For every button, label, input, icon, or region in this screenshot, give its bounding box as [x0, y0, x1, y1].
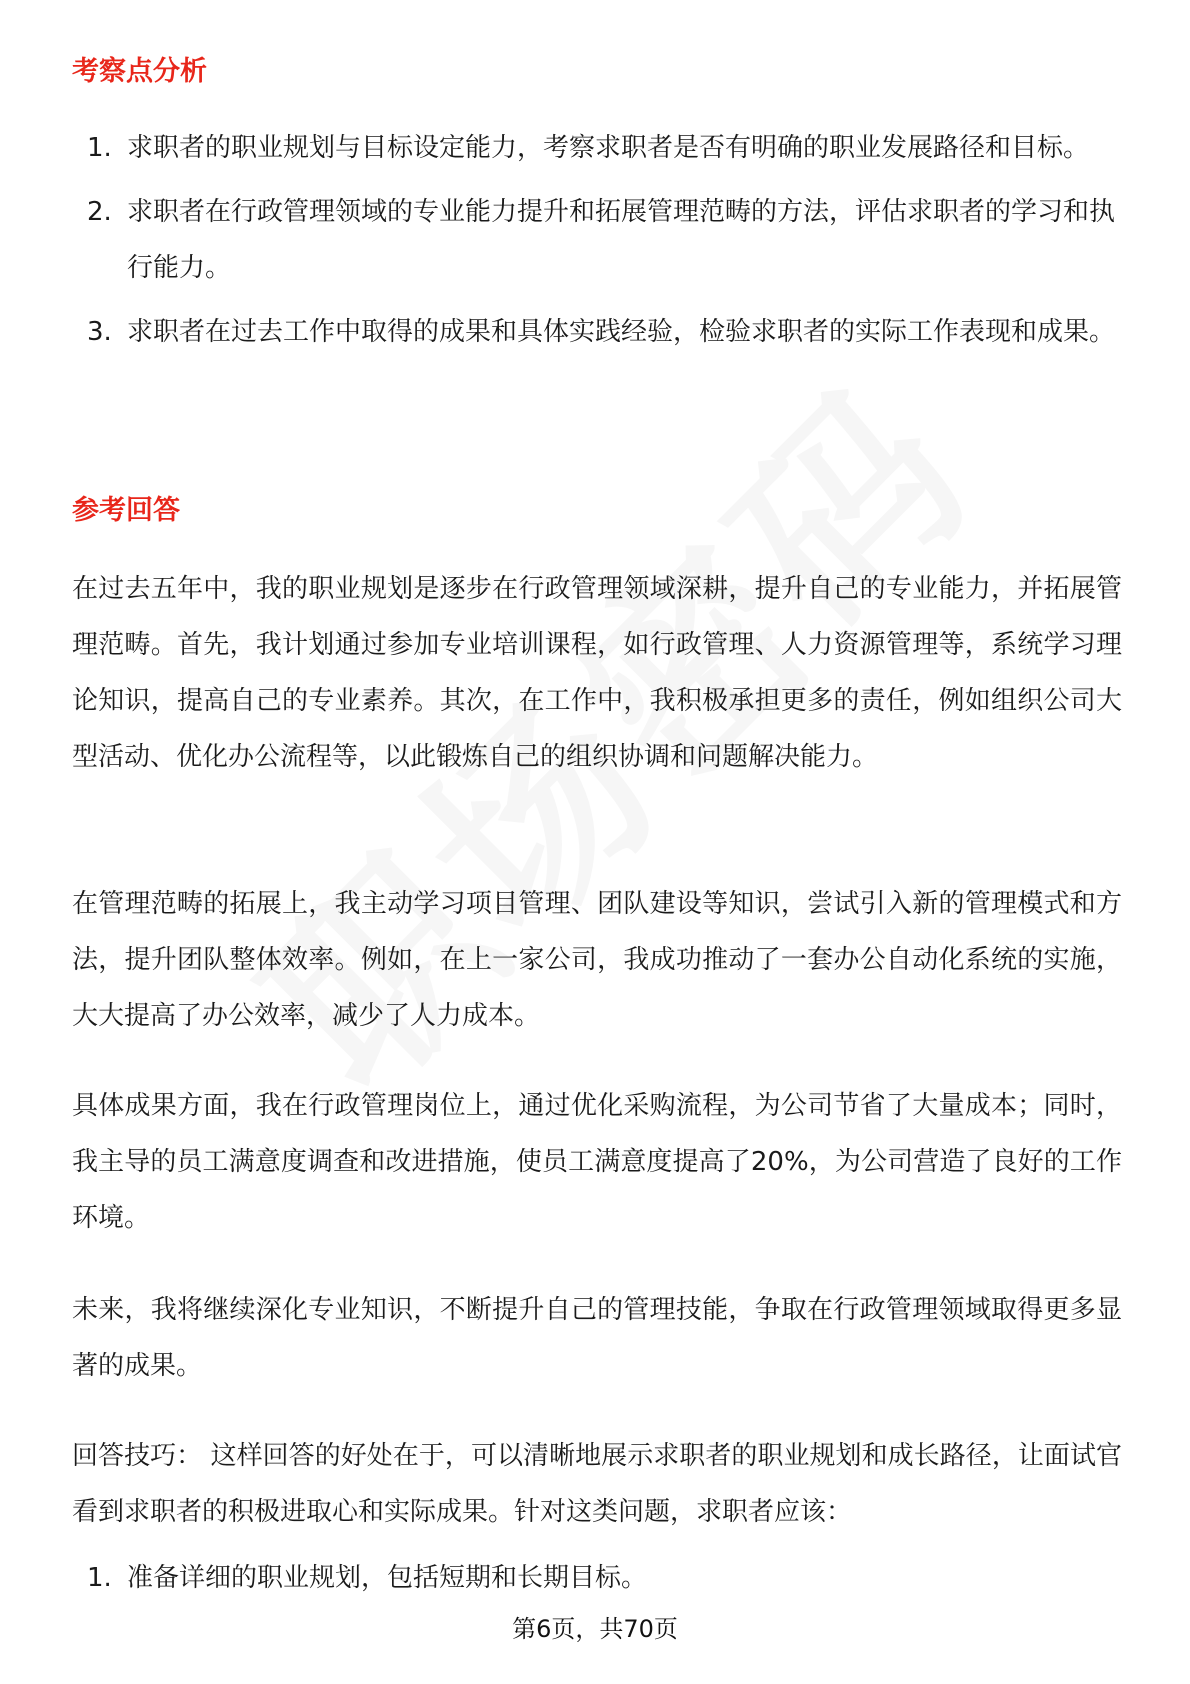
list-item-text: 准备详细的职业规划，包括短期和长期目标。 — [127, 1563, 648, 1593]
list-item-number: 1. — [87, 133, 112, 163]
answer-paragraph-2: 在管理范畴的拓展上，我主动学习项目管理、团队建设等知识，尝试引入新的管理模式和方法，提升团队整体效率。例如，在上一家公司，我成功推动了一套办公自动化系统的实施，大大提高了办公效率，减少了人力成本。 — [72, 889, 1122, 1031]
answer-tips-paragraph: 回答技巧： 这样回答的好处在于，可以清晰地展示求职者的职业规划和成长路径，让面试官看到求职者的积极进取心和实际成果。针对这类问题，求职者应该： — [72, 1441, 1122, 1527]
list-item-text: 求职者在行政管理领域的专业能力提升和拓展管理范畴的方法，评估求职者的学习和执行能力。 — [127, 197, 1116, 283]
list-item — [72, 1550, 1122, 1606]
list-item — [72, 304, 1122, 360]
answer-paragraph-4: 未来，我将继续深化专业知识，不断提升自己的管理技能，争取在行政管理领域取得更多显著的成果。 — [72, 1295, 1122, 1381]
list-item-number: 1. — [87, 1563, 112, 1593]
list-item — [72, 184, 1122, 296]
list-item — [72, 120, 1122, 176]
analysis-list — [72, 120, 1122, 368]
analysis-section-title: 考察点分析 — [72, 56, 207, 87]
list-item-text: 求职者在过去工作中取得的成果和具体实践经验，检验求职者的实际工作表现和成果。 — [127, 317, 1116, 347]
answer-paragraph-1: 在过去五年中，我的职业规划是逐步在行政管理领域深耕，提升自己的专业能力，并拓展管理范畴。首先，我计划通过参加专业培训课程，如行政管理、人力资源管理等，系统学习理论知识，提高自己的专业素养。其次，在工作中，我积极承担更多的责任，例如组织公司大型活动、优化办公流程等，以此锻炼自己的组织协调和问题解决能力。 — [72, 574, 1122, 772]
answer-section-title: 参考回答 — [72, 495, 180, 526]
answer-paragraph-3: 具体成果方面，我在行政管理岗位上，通过优化采购流程，为公司节省了大量成本；同时，我主导的员工满意度调查和改进措施，使员工满意度提高了20%，为公司营造了良好的工作环境。 — [72, 1091, 1122, 1233]
list-item-number: 3. — [87, 317, 112, 347]
list-item-number: 2. — [87, 197, 112, 227]
tips-list — [72, 1550, 1122, 1614]
list-item-text: 求职者的职业规划与目标设定能力，考察求职者是否有明确的职业发展路径和目标。 — [127, 133, 1090, 163]
page-footer: 第6页，共70页 — [512, 1615, 678, 1643]
